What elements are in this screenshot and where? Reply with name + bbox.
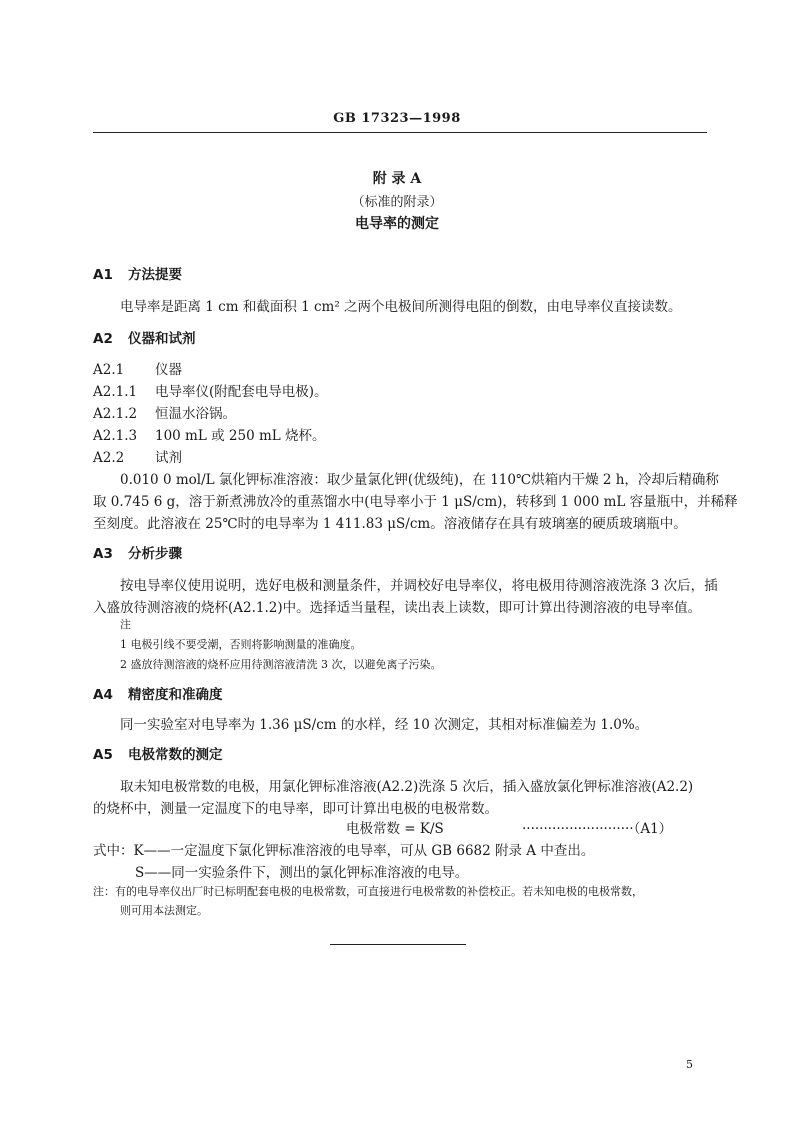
section-title: 分析步骤 (128, 546, 182, 562)
appendix-subtitle: （标准的附录） (351, 195, 443, 210)
page-number: 5 (686, 1058, 693, 1071)
section-title: 方法提要 (128, 267, 182, 283)
a1-text: 电导率是距离 1 cm 和截面积 1 cm² 之两个电极间所测得电阻的倒数，由电导率仪直接读数。 (120, 299, 682, 315)
section-number: A4 (93, 687, 113, 703)
section-number: A5 (93, 747, 113, 763)
end-rule (330, 944, 466, 945)
formula: 电极常数 = K/S (346, 821, 444, 837)
clause-text: 电导率仪(附配套电导电极)。 (155, 384, 328, 400)
clause-text: 仪器 (155, 362, 182, 378)
header-rule (93, 132, 707, 133)
section-number: A1 (93, 267, 113, 283)
clause-text: 恒温水浴锅。 (155, 406, 236, 422)
reagent-line-1: 0.010 0 mol/L 氯化钾标准溶液：取少量氯化钾(优级纯)，在 110℃烘箱内干燥 2 h，冷却后精确称 (120, 472, 719, 488)
section-number: A3 (93, 546, 113, 562)
a2-1-3-line (93, 424, 326, 444)
a2-1-line (93, 358, 182, 378)
a5-note-line-1: 注：有的电导率仪出厂时已标明配套电极的电极常数，可直接进行电极常数的补偿校正。若未知电极的电极常数， (93, 885, 643, 898)
clause-number: A2.1.1 (93, 384, 138, 400)
formula-reference: ··························（A1） (522, 821, 673, 837)
a5-line-2: 的烧杯中，测量一定温度下的电导率，即可计算出电极的电极常数。 (93, 801, 498, 817)
a3-note-label: 注 (120, 618, 131, 631)
a2-1-1-line (93, 380, 328, 400)
document-header: GB 17323—1998 (333, 111, 461, 126)
where-s: S——同一实验条件下，测出的氯化钾标准溶液的电导。 (135, 865, 469, 881)
a3-note-2: 2 盛放待测溶液的烧杯应用待测溶液清洗 3 次，以避免离子污染。 (120, 658, 442, 671)
a3-line-1: 按电导率仪使用说明，选好电极和测量条件，并调校好电导率仪，将电极用待测溶液洗涤 3 次后，插 (120, 578, 718, 594)
section-a4-heading (93, 683, 223, 703)
a3-line-2: 入盛放待测溶液的烧杯(A2.1.2)中。选择适当量程，读出表上读数，即可计算出待测溶液的电导率值。 (93, 600, 702, 616)
clause-number: A2.1.2 (93, 406, 138, 422)
appendix-name: 电导率的测定 (355, 216, 439, 232)
where-k: 式中：K——一定温度下氯化钾标准溶液的电导率，可从 GB 6682 附录 A 中查出。 (93, 843, 595, 859)
section-a3-heading (93, 542, 182, 562)
clause-number: A2.1.3 (93, 428, 138, 444)
clause-text: 100 mL 或 250 mL 烧杯。 (155, 428, 326, 444)
reagent-line-3: 至刻度。此溶液在 25℃时的电导率为 1 411.83 μS/cm。溶液储存在具有玻璃塞的硬质玻璃瓶中。 (93, 516, 687, 532)
section-title: 精密度和准确度 (128, 687, 223, 703)
clause-number: A2.2 (93, 450, 125, 466)
a5-line-1: 取未知电极常数的电极，用氯化钾标准溶液(A2.2)洗涤 5 次后，插入盛放氯化钾标准溶液(A2.2) (120, 779, 694, 795)
a4-text: 同一实验室对电导率为 1.36 μS/cm 的水样，经 10 次测定，其相对标准偏差为 1.0%。 (120, 717, 649, 733)
section-title: 仪器和试剂 (128, 331, 196, 347)
clause-text: 试剂 (155, 450, 182, 466)
reagent-line-2: 取 0.745 6 g，溶于新煮沸放冷的重蒸馏水中(电导率小于 1 μS/cm)，转移到 1 000 mL 容量瓶中，并稀释 (93, 494, 738, 510)
clause-number: A2.1 (93, 362, 125, 378)
section-a2-heading (93, 327, 196, 347)
section-title: 电极常数的测定 (128, 747, 223, 763)
a2-2-line (93, 446, 182, 466)
a2-1-2-line (93, 402, 236, 422)
a5-note-line-2: 则可用本法测定。 (120, 904, 208, 917)
section-number: A2 (93, 331, 113, 347)
a3-note-1: 1 电极引线不要受潮，否则将影响测量的准确度。 (120, 638, 362, 651)
section-a5-heading (93, 743, 223, 763)
section-a1-heading (93, 263, 182, 283)
appendix-title: 附 录 A (372, 171, 422, 187)
